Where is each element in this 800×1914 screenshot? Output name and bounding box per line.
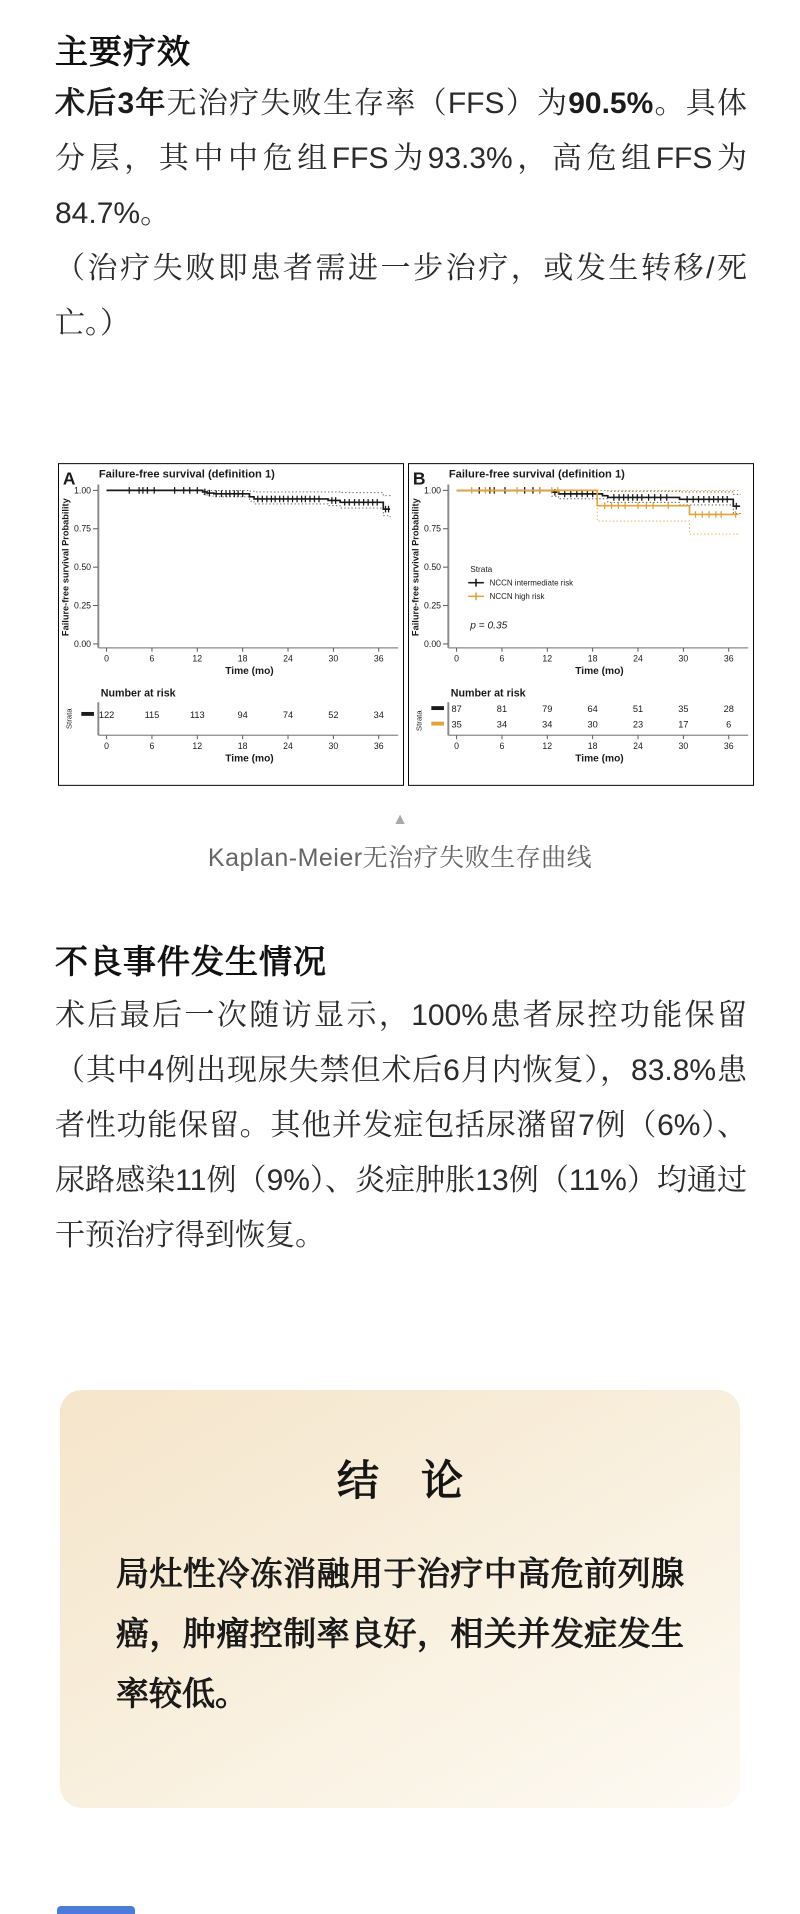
efficacy-note-paragraph: （治疗失败即患者需进一步治疗，或发生转移/死亡。） <box>55 252 747 340</box>
svg-text:94: 94 <box>237 709 248 720</box>
svg-text:23: 23 <box>632 719 644 730</box>
svg-text:87: 87 <box>451 703 462 714</box>
svg-text:30: 30 <box>678 653 689 664</box>
svg-text:NCCN high risk: NCCN high risk <box>489 592 545 602</box>
svg-text:113: 113 <box>189 709 205 720</box>
svg-text:0.75: 0.75 <box>424 523 442 534</box>
svg-text:6: 6 <box>726 719 732 730</box>
figure-caption: Kaplan-Meier无治疗失败生存曲线 <box>207 844 593 872</box>
svg-text:81: 81 <box>496 703 508 714</box>
svg-text:p = 0.35: p = 0.35 <box>470 620 508 632</box>
efficacy-bold-rate: 90.5% <box>568 87 654 120</box>
svg-text:Number at risk: Number at risk <box>100 687 176 700</box>
svg-text:30: 30 <box>328 653 339 664</box>
svg-text:12: 12 <box>542 653 553 664</box>
collapse-triangle-icon[interactable]: ▲ <box>392 811 408 828</box>
svg-text:36: 36 <box>373 653 384 664</box>
svg-text:34: 34 <box>542 719 553 730</box>
efficacy-bold-postop: 术后3年 <box>55 87 167 120</box>
svg-text:122: 122 <box>98 709 115 720</box>
svg-text:28: 28 <box>723 703 734 714</box>
svg-text:0: 0 <box>104 740 110 751</box>
efficacy-paragraph <box>55 76 747 241</box>
svg-text:0: 0 <box>104 653 110 664</box>
svg-text:18: 18 <box>237 653 248 664</box>
svg-text:0.75: 0.75 <box>74 523 92 534</box>
svg-text:35: 35 <box>678 703 689 714</box>
svg-text:Time (mo): Time (mo) <box>575 666 624 678</box>
svg-text:24: 24 <box>283 740 293 751</box>
conclusion-card <box>60 1390 740 1808</box>
svg-text:1.00: 1.00 <box>74 485 92 496</box>
svg-text:A: A <box>62 468 76 489</box>
svg-text:24: 24 <box>633 653 643 664</box>
svg-text:18: 18 <box>587 653 598 664</box>
svg-text:Failure-free survival Probabil: Failure-free survival Probability <box>60 498 71 637</box>
svg-text:24: 24 <box>283 653 293 664</box>
svg-text:0.00: 0.00 <box>424 638 442 649</box>
svg-text:0: 0 <box>454 653 460 664</box>
km-panel-b-chart <box>408 458 754 791</box>
svg-text:36: 36 <box>723 653 734 664</box>
svg-text:Failure-free survival Probabil: Failure-free survival Probability <box>410 498 421 637</box>
svg-text:0.50: 0.50 <box>424 562 442 573</box>
svg-text:12: 12 <box>542 740 553 751</box>
svg-text:6: 6 <box>149 653 155 664</box>
svg-text:34: 34 <box>496 719 508 730</box>
svg-text:NCCN intermediate risk: NCCN intermediate risk <box>489 578 574 588</box>
svg-text:36: 36 <box>723 740 734 751</box>
svg-text:0: 0 <box>454 740 460 751</box>
svg-text:74: 74 <box>282 709 294 720</box>
efficacy-text-ffs: 无治疗失败生存率（FFS）为 <box>166 87 569 120</box>
svg-text:Failure-free survival (definit: Failure-free survival (definition 1) <box>448 468 625 481</box>
svg-text:51: 51 <box>632 703 644 714</box>
svg-text:Time (mo): Time (mo) <box>225 666 274 678</box>
section-heading-efficacy: 主要疗效 <box>55 35 191 71</box>
svg-text:64: 64 <box>587 703 598 714</box>
svg-text:115: 115 <box>144 709 160 720</box>
svg-text:Strata: Strata <box>470 565 493 575</box>
svg-text:35: 35 <box>451 719 462 730</box>
svg-text:B: B <box>412 468 426 489</box>
svg-text:24: 24 <box>633 740 643 751</box>
svg-text:Strata: Strata <box>414 710 424 732</box>
svg-text:79: 79 <box>542 703 553 714</box>
conclusion-body: 局灶性冷冻消融用于治疗中高危前列腺癌，肿瘤控制率良好，相关并发症发生率较低。 <box>116 1555 684 1712</box>
km-figure-image[interactable] <box>58 458 754 791</box>
svg-text:Number at risk: Number at risk <box>450 687 526 700</box>
section-heading-adverse-events: 不良事件发生情况 <box>55 945 327 981</box>
svg-text:12: 12 <box>192 740 203 751</box>
svg-text:30: 30 <box>328 740 339 751</box>
svg-text:18: 18 <box>237 740 248 751</box>
svg-text:30: 30 <box>587 719 598 730</box>
svg-text:6: 6 <box>499 740 505 751</box>
efficacy-paragraphs <box>55 76 747 351</box>
svg-text:52: 52 <box>328 709 339 720</box>
svg-text:0.25: 0.25 <box>424 600 442 611</box>
conclusion-title: 结 论 <box>336 1459 463 1505</box>
svg-text:Failure-free survival (definit: Failure-free survival (definition 1) <box>98 468 275 481</box>
adverse-events-paragraphs <box>55 988 747 1263</box>
svg-text:1.00: 1.00 <box>424 485 442 496</box>
svg-text:34: 34 <box>373 709 384 720</box>
adverse-events-paragraph: 术后最后一次随访显示，100%患者尿控功能保留（其中4例出现尿失禁但术后6月内恢复），83.8%患者性功能保留。其他并发症包括尿潴留7例（6%）、尿路感染11例（9%）、炎症肿胀13例（11%）均通过干预治疗得到恢复。 <box>55 999 747 1252</box>
svg-text:18: 18 <box>587 740 598 751</box>
svg-text:0.50: 0.50 <box>74 562 92 573</box>
svg-text:30: 30 <box>678 740 689 751</box>
svg-text:0.00: 0.00 <box>74 638 92 649</box>
svg-text:17: 17 <box>678 719 689 730</box>
svg-text:6: 6 <box>499 653 505 664</box>
km-panel-a-chart <box>58 458 404 791</box>
svg-text:Time (mo): Time (mo) <box>225 753 274 765</box>
svg-text:12: 12 <box>192 653 203 664</box>
svg-text:6: 6 <box>149 740 155 751</box>
svg-text:Time (mo): Time (mo) <box>575 753 624 765</box>
next-card-peek <box>57 1906 135 1914</box>
svg-text:Strata: Strata <box>64 708 74 730</box>
efficacy-text-strata: 。具体分层，其中中危组FFS为93.3%，高危组FFS为84.7%。 <box>55 87 748 230</box>
svg-text:36: 36 <box>373 740 384 751</box>
svg-text:0.25: 0.25 <box>74 600 92 611</box>
